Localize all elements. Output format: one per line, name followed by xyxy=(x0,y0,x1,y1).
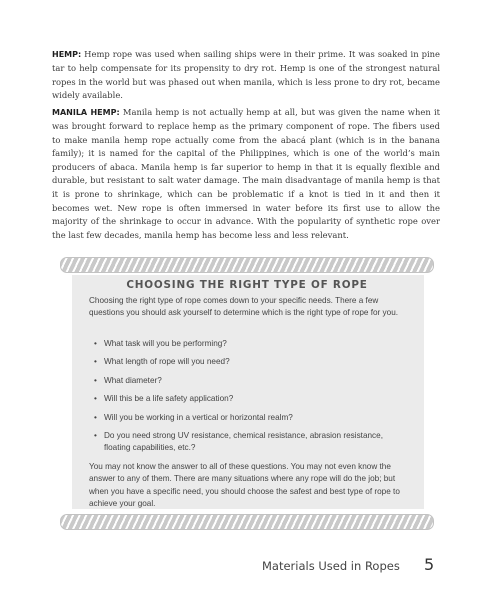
sidebar-intro: Choosing the right type of rope comes down to your specific needs. There a few questions you should ask yourself to determine which is the right type of rope for you. xyxy=(89,296,399,318)
question-list xyxy=(89,338,407,461)
hemp-description: Hemp rope was used when sailing ships were in their prime. It was soaked in pine tar to help compensate for its propensity to dry rot. Hemp is one of the strongest natural ropes in the world but was phased out when manila, which is less prone to dry rot, became widely available. xyxy=(52,49,440,101)
question-item: • Do you need strong UV resistance, chemical resistance, abrasion resistance, floating capabilities, etc.? xyxy=(89,430,407,455)
question-item: • Will you be working in a vertical or horizontal realm? xyxy=(89,412,407,424)
hemp-term: HEMP: xyxy=(52,50,82,60)
question-item: • What length of rope will you need? xyxy=(89,356,407,368)
manila-hemp-paragraph xyxy=(52,106,440,242)
hemp-paragraph xyxy=(52,48,440,102)
sidebar-title: CHOOSING THE RIGHT TYPE OF ROPE xyxy=(126,279,368,291)
manila-hemp-term: MANILA HEMP: xyxy=(52,108,120,118)
question-item: • What task will you be performing? xyxy=(89,338,407,350)
rope-border-top xyxy=(60,257,434,273)
page-number: 5 xyxy=(424,555,435,574)
question-item: • What diameter? xyxy=(89,375,407,387)
rope-border-bottom xyxy=(60,514,434,530)
question-item: • Will this be a life safety application? xyxy=(89,393,407,405)
chapter-title: Materials Used in Ropes xyxy=(262,559,400,573)
manila-hemp-description: Manila hemp is not actually hemp at all, but was given the name when it was brought forward to replace hemp as the primary component of rope. The fibers used to make manila hemp rope actually come from the abacá plant (which is in the banana family); it is named for the capital of the Philippines, which is one of the world’s main producers of abaca. Manila hemp is far superior to hemp in that it is equally flexible and durable, but resistant to salt water damage. The main disadvantage of manila hemp is that it is prone to shrinkage, which can be problematic if a knot is tied in it and then it becomes wet. New rope is often immersed in water before its first use to allow the majority of the shrinkage to occur in advance. With the popularity of synthetic rope over the last few decades, manila hemp has become less and less relevant. xyxy=(52,107,440,240)
sidebar-outro: You may not know the answer to all of these questions. You may not even know the answer to any of them. There are many situations where any rope will do the job; but when you have a specific need, you should choose the safest and best type of rope to achieve your goal. xyxy=(89,462,400,509)
